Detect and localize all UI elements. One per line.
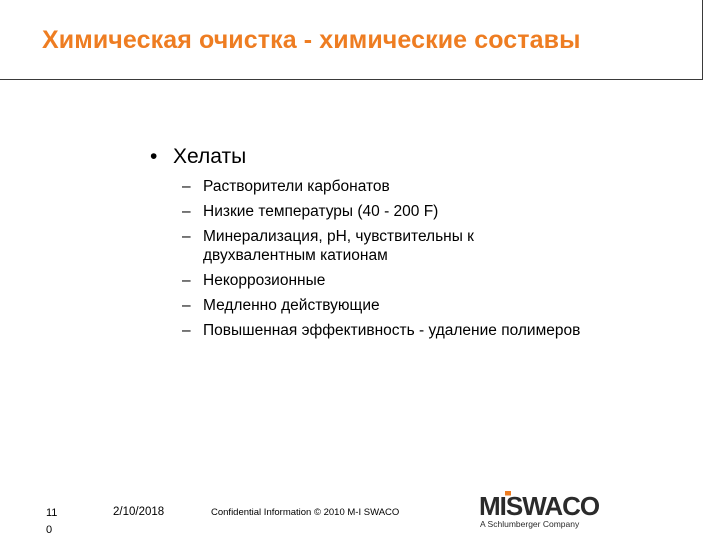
- sub-bullet-list: [182, 177, 582, 346]
- title-side-rule: [702, 0, 703, 80]
- title-underline: [0, 79, 702, 80]
- sub-bullet-item: [182, 177, 582, 196]
- sub-bullet-item: [182, 271, 582, 290]
- dash-marker: –: [182, 228, 191, 245]
- sub-bullet-text: Повышенная эффективность - удаление полимеров: [203, 322, 581, 339]
- sub-bullet-text: Некоррозионные: [203, 272, 326, 289]
- sub-bullet-item: [182, 296, 582, 315]
- sub-bullet-item: [182, 202, 582, 221]
- dash-marker: –: [182, 203, 191, 220]
- dash-marker: –: [182, 272, 191, 289]
- logo-tagline: A Schlumberger Company: [480, 519, 580, 529]
- slide-title: Химическая очистка - химические составы: [42, 26, 581, 54]
- main-bullet: [150, 145, 246, 169]
- slide-number-line1: 11: [46, 507, 58, 519]
- logo-wordmark: MISWACO: [479, 491, 600, 521]
- sub-bullet-item: [182, 321, 582, 340]
- mi-swaco-logo: [479, 490, 624, 532]
- confidential-notice: Confidential Information © 2010 M-I SWACO: [211, 507, 400, 518]
- dash-marker: –: [182, 297, 191, 314]
- slide-number: [46, 505, 57, 539]
- bullet-text: Хелаты: [173, 145, 247, 168]
- dash-marker: –: [182, 178, 191, 195]
- footer-date: 2/10/2018: [113, 506, 165, 518]
- bullet-marker: •: [150, 145, 158, 168]
- slide-number-line2: 0: [46, 524, 53, 536]
- sub-bullet-text: Растворители карбонатов: [203, 178, 390, 195]
- sub-bullet-text: Низкие температуры (40 - 200 F): [203, 203, 439, 220]
- sub-bullet-text: Минерализация, pH, чувствительны к двухвалентным катионам: [203, 228, 474, 264]
- sub-bullet-item: [182, 227, 582, 265]
- dash-marker: –: [182, 322, 191, 339]
- sub-bullet-text: Медленно действующие: [203, 297, 380, 314]
